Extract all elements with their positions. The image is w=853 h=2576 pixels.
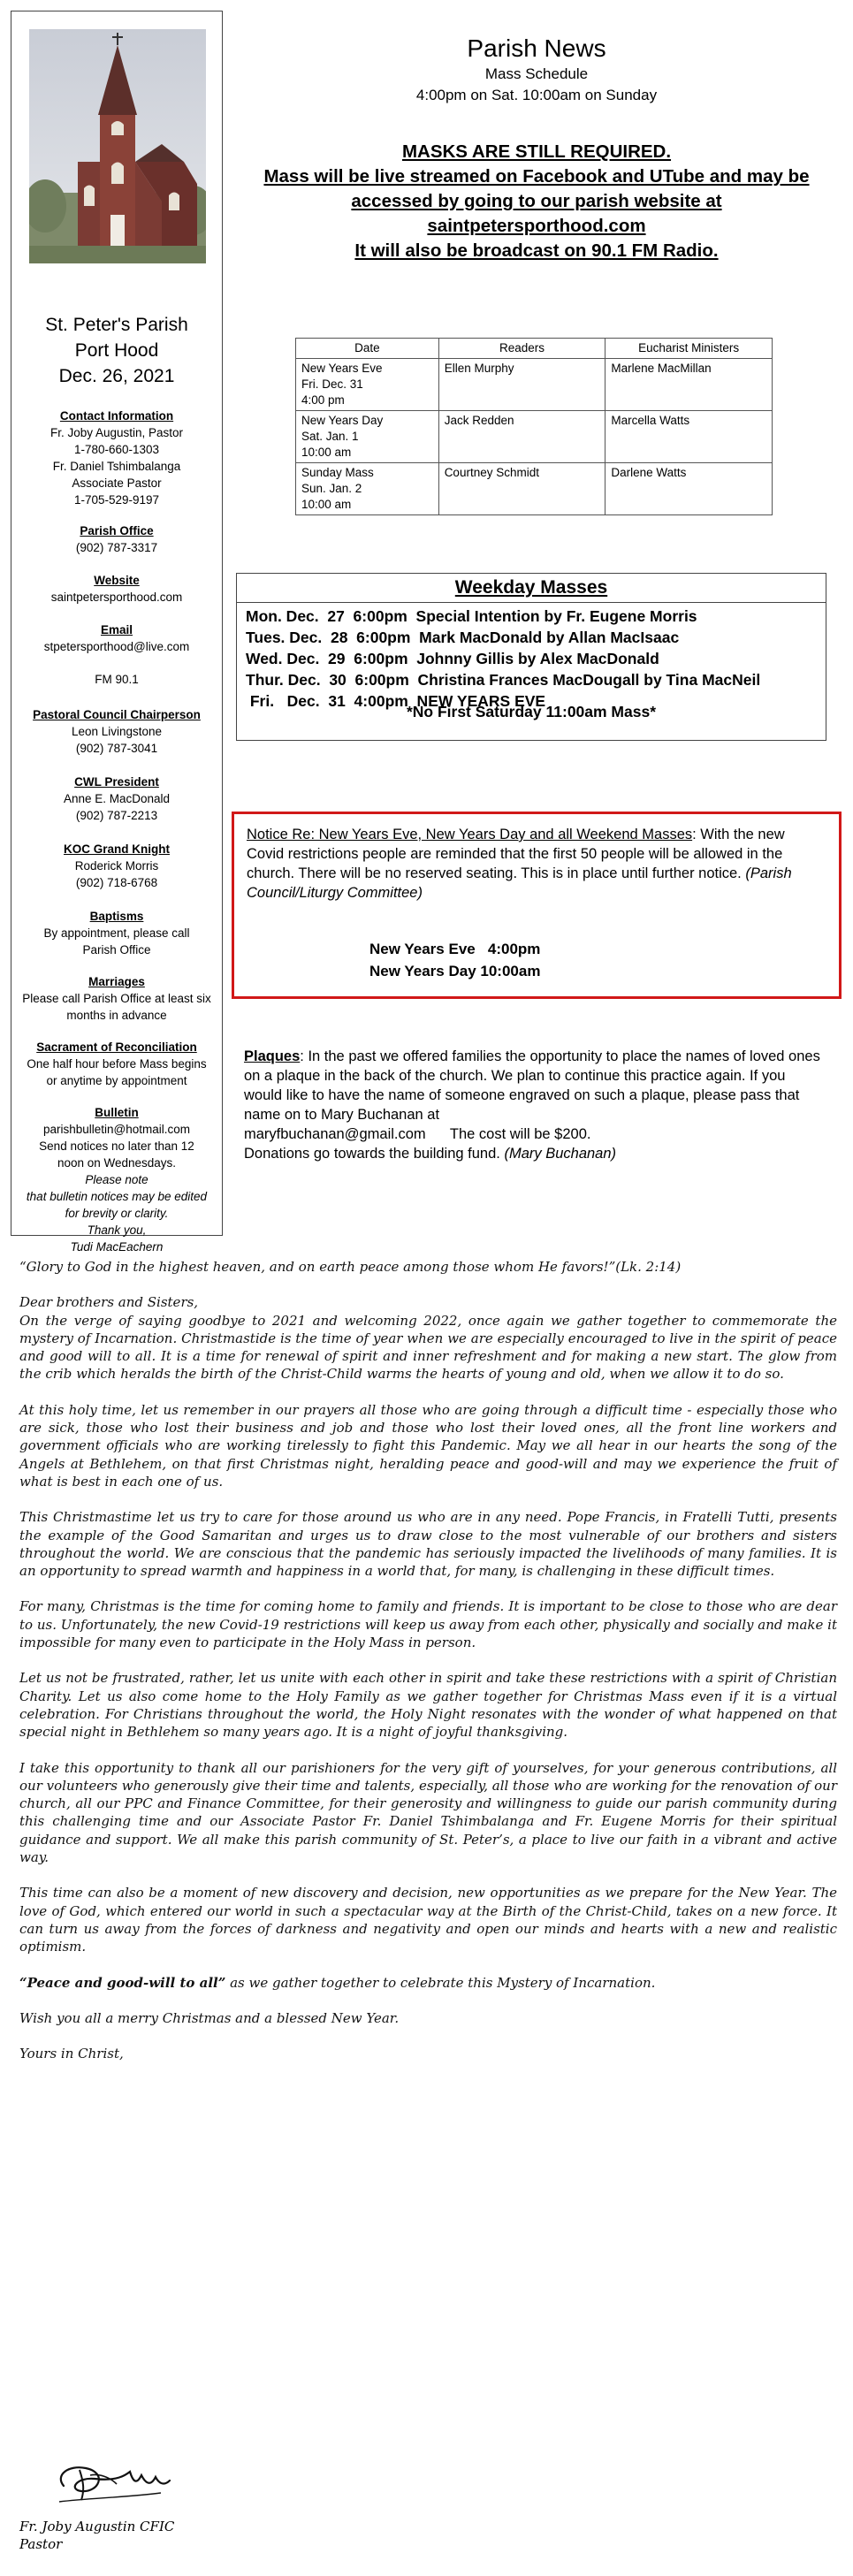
weekday-masses-box: [236, 573, 826, 741]
date-line: 10:00 am: [301, 498, 352, 511]
contact-line: 1-780-660-1303: [73, 443, 160, 456]
letter-paragraph: For many, Christmas is the time for coming home to family and friends. It is important to be close to those who are dear to us. Unfortunately, the new Covid-19 restrictions will keep us away from each other, physically and socially and make it impossible for many even to participate in the Holy Mass in person.: [19, 1598, 837, 1651]
mass-intention-row: Mon. Dec. 27 6:00pm Special Intention by Fr. Eugene Morris: [246, 607, 697, 625]
reconciliation-line: or anytime by appointment: [46, 1074, 187, 1087]
date-cell: [296, 411, 439, 463]
notice-times: [369, 938, 540, 982]
mass-intention-row: Wed. Dec. 29 6:00pm Johnny Gillis by Alex MacDonald: [246, 650, 659, 667]
column-header: Eucharist Ministers: [605, 339, 773, 359]
contact-line: Associate Pastor: [72, 476, 162, 490]
cwl-name: Anne E. MacDonald: [63, 792, 171, 805]
koc-heading: KOC Grand Knight: [64, 842, 170, 856]
header: [232, 34, 842, 106]
table-row: [296, 359, 773, 411]
mass-times: 4:00pm on Sat. 10:00am on Sunday: [415, 87, 658, 103]
letter-wish: Wish you all a merry Christmas and a blessed New Year.: [19, 2009, 400, 2026]
contact-line: Fr. Daniel Tshimbalanga: [52, 460, 181, 473]
ministers-cell: Darlene Watts: [605, 463, 773, 515]
cwl-phone: (902) 787-2213: [75, 809, 158, 822]
bulletin-note: for brevity or clarity.: [65, 1207, 169, 1220]
date-cell: [296, 359, 439, 411]
website-section: [11, 572, 222, 606]
date-line: Fri. Dec. 31: [301, 377, 363, 391]
reconciliation-section: [11, 1039, 222, 1089]
pastor-signature: [46, 2449, 179, 2511]
peace-quote-rest: as we gather together to celebrate this Mystery of Incarnation.: [225, 1974, 656, 1991]
date-line: Sat. Jan. 1: [301, 430, 359, 443]
cwl-heading: CWL President: [74, 775, 159, 789]
date-line: 10:00 am: [301, 446, 352, 459]
council-phone: (902) 787-3041: [75, 742, 158, 755]
notice-time: New Years Eve 4:00pm: [369, 941, 541, 957]
readers-cell: Jack Redden: [438, 411, 605, 463]
reconciliation-heading: Sacrament of Reconciliation: [36, 1040, 197, 1054]
plaques-email-line[interactable]: maryfbuchanan@gmail.com The cost will be $200.: [244, 1126, 591, 1142]
peace-quote: “Peace and good-will to all”: [19, 1974, 226, 1991]
date-line: New Years Eve: [301, 362, 383, 375]
mass-intention-row: Tues. Dec. 28 6:00pm Mark MacDonald by Allan MacIsaac: [246, 629, 680, 646]
weekend-masses-notice: [232, 812, 842, 999]
notice-heading: Notice Re: New Years Eve, New Years Day and all Weekend Masses: [247, 827, 693, 842]
date-line: Sunday Mass: [301, 466, 374, 479]
page-title: Parish News: [467, 34, 606, 62]
livestream-notice: Mass will be live streamed on Facebook and UTube and may be: [263, 166, 810, 187]
pastor-letter: [19, 1258, 837, 2062]
notice-body: With the new Covid restrictions people are reminded that the first 50 people will be allowed in the church. There will be no reserved seating. This is in place until further notice.: [247, 827, 785, 881]
bulletin-date: Dec. 26, 2021: [58, 366, 175, 386]
koc-section: [11, 841, 222, 891]
contact-line: 1-705-529-9197: [73, 493, 160, 507]
mask-notice: MASKS ARE STILL REQUIRED.: [401, 141, 672, 162]
column-header: Readers: [438, 339, 605, 359]
letter-paragraph: This Christmastime let us try to care for those around us who are in any need. Pope Francis, in Fratelli Tutti, presents the example of the Good Samaritan and urges us to draw close to the most vulnerable of our brothers and sisters throughout the world. We are conscious that the pandemic has seriously impacted the livelihoods of many families. It is an opportunity to spread warmth and happiness in a world that, for many, is challenging in these difficult times.: [19, 1509, 837, 1580]
plaques-source: (Mary Buchanan): [504, 1146, 617, 1162]
notice-text: Notice Re: New Years Eve, New Years Day and all Weekend Masses: With the new Covid restrictions people are reminded that the first 50 people will be allowed in the church. There will be no reserved seating. This is in place until further notice. (Parish Council/Liturgy Committee): [247, 827, 792, 901]
bulletin-line: noon on Wednesdays.: [57, 1156, 177, 1170]
contact-heading: Contact Information: [59, 409, 174, 423]
letter-greeting: Dear brothers and Sisters,: [19, 1294, 199, 1311]
weekday-note: *No First Saturday 11:00am Mass*: [406, 703, 657, 720]
baptisms-heading: Baptisms: [89, 910, 144, 923]
parish-name: St. Peter's Parish: [45, 315, 188, 335]
plaques-body: In the past we offered families the opportunity to place the names of loved ones on a plaque in the back of the church. We plan to continue this practice again. If you would like to have the name of someone engraved on such a plaque, please pass that name on to Mary Buchanan at: [244, 1048, 820, 1123]
signature-block: [19, 2518, 174, 2554]
koc-phone: (902) 718-6768: [75, 876, 158, 889]
letter-paragraph: On the verge of saying goodbye to 2021 and welcoming 2022, once again we gather together to commemorate the mystery of Incarnation. Christmastide is the time of year when we are especially encouraged to live in the spirit of peace and good will to all. It is a time for renewal of spirit and inner refreshment and for making a new start. The glow from the crib which heralds the birth of the Christ-Child warms the hearts of young and old, when we allow it to do so.: [19, 1312, 837, 1383]
office-phone: (902) 787-3317: [75, 541, 158, 554]
bulletin-note: Thank you,: [87, 1223, 147, 1237]
sidebar: [11, 11, 223, 1254]
bulletin-note: Tudi MacEachern: [70, 1240, 164, 1254]
email-section: [11, 621, 222, 655]
readers-cell: Ellen Murphy: [438, 359, 605, 411]
letter-paragraph: Let us not be frustrated, rather, let us unite with each other in spirit and take these restrictions with a spirit of Christian Charity. Let us also come home to the Holy Family as we gather together for Christmas Mass even if it is a virtual celebration. For Christians throughout the world, the Holy Night resonates with the wonder of what happened on that special night in Bethlehem so many years ago. It is a night of joyful thanksgiving.: [19, 1670, 837, 1741]
weekday-masses-list: [246, 606, 760, 712]
radio-notice: It will also be broadcast on 90.1 FM Radio.: [354, 240, 719, 261]
mass-intention-row: Fri. Dec. 31 4:00pm NEW YEARS EVE: [246, 692, 546, 710]
column-header: Date: [296, 339, 439, 359]
livestream-notice: accessed by going to our parish website at: [351, 191, 722, 211]
notice-source: (Parish Council/Liturgy Committee): [247, 865, 792, 901]
bulletin-section: [11, 1104, 222, 1255]
letter-closing: Yours in Christ,: [19, 2046, 124, 2062]
bulletin-line: Send notices no later than 12: [39, 1139, 194, 1153]
council-section: [11, 706, 222, 757]
council-name: Leon Livingstone: [71, 725, 163, 738]
contact-section: [11, 408, 222, 508]
bulletin-heading: Bulletin: [95, 1106, 139, 1119]
radio-frequency: FM 90.1: [95, 673, 139, 686]
pastor-name: Fr. Joby Augustin CFIC: [19, 2519, 175, 2534]
table-row: [296, 411, 773, 463]
mass-intention-row: Thur. Dec. 30 6:00pm Christina Frances MacDougall by Tina MacNeil: [246, 671, 761, 689]
bulletin-note: that bulletin notices may be edited: [26, 1190, 208, 1203]
reconciliation-line: One half hour before Mass begins: [27, 1057, 207, 1071]
ministers-cell: Marcella Watts: [605, 411, 773, 463]
website-heading: Website: [94, 574, 140, 587]
marriages-line: months in advance: [66, 1009, 167, 1022]
marriages-line: Please call Parish Office at least six: [22, 992, 211, 1005]
letter-paragraph: [19, 1974, 837, 1992]
email-link[interactable]: stpetersporthood@live.com: [43, 640, 190, 653]
baptisms-line: By appointment, please call: [43, 926, 190, 940]
notice-time: New Years Day 10:00am: [369, 963, 541, 979]
bulletin-note: Please note: [85, 1173, 149, 1186]
announcements: [232, 140, 842, 263]
plaques-closing: Donations go towards the building fund.: [244, 1146, 500, 1162]
baptisms-section: [11, 908, 222, 958]
marriages-section: [11, 973, 222, 1024]
ministers-cell: Marlene MacMillan: [605, 359, 773, 411]
table-header-row: [296, 339, 773, 359]
letter-paragraph: This time can also be a moment of new discovery and decision, new opportunities as we prepare for the New Year. The love of God, which entered our world in such a spectacular way at the Birth of the Christ-Child, takes on a new force. It can turn us away from the forces of darkness and negativity and open our minds and hearts with a new and realistic optimism.: [19, 1885, 837, 1955]
scripture-quote: “Glory to God in the highest heaven, and on earth peace among those whom He favors!”(Lk. 2:14): [19, 1259, 682, 1275]
letter-paragraph: At this holy time, let us remember in our prayers all those who are going through a difficult time - especially those who are sick, those who lost their business and job and those who lost their loved ones, all the front line workers and government officials who are working tirelessly to fight this Pandemic. May we all hear in our hearts the song of the Angels at Bethlehem, on that first Christmas night, heralding peace and good-will and may we experience the fruit of what is best in each one of us.: [19, 1401, 837, 1490]
letter-paragraph: I take this opportunity to thank all our parishioners for the very gift of yourselves, for your generous contributions, all our volunteers who generously give their time and talents, especially, all those who are working for the renovation of our church, all our PPC and Finance Committee, for their generosity and willingness to guide our parish community during this challenging time and our Associate Pastor Fr. Daniel Tshimbalanga and Fr. Eugene Morris for their spiritual guidance and support. We all make this parish community of St. Peter’s, a place to live our faith in a vibrant and active way.: [19, 1759, 837, 1866]
parish-town: Port Hood: [74, 340, 159, 361]
council-heading: Pastoral Council Chairperson: [33, 708, 201, 721]
cwl-section: [11, 774, 222, 824]
marriages-heading: Marriages: [88, 975, 145, 988]
baptisms-line: Parish Office: [82, 943, 151, 956]
date-line: 4:00 pm: [301, 393, 345, 407]
koc-name: Roderick Morris: [74, 859, 159, 873]
weekday-masses-title: Weekday Masses: [237, 574, 826, 603]
office-heading: Parish Office: [80, 524, 154, 537]
plaques-heading: Plaques: [244, 1048, 301, 1064]
date-line: New Years Day: [301, 414, 384, 427]
table-row: [296, 463, 773, 515]
office-section: [11, 522, 222, 556]
plaques-notice: Plaques: In the past we offered families the opportunity to place the names of loved ones on a plaque in the back of the church. We plan to continue this practice again. If you would like to have the name of someone engraved on such a plaque, please pass that name on to Mary Buchanan at maryfbuchanan@gmail.com The cost will be $200. Donations go towards the building fund. (Mary Buchanan): [244, 1048, 820, 1162]
ministry-schedule-table: [295, 338, 773, 515]
contact-line: Fr. Joby Augustin, Pastor: [50, 426, 184, 439]
date-line: Sun. Jan. 2: [301, 482, 362, 495]
mass-schedule-label: Mass Schedule: [484, 65, 589, 82]
email-heading: Email: [100, 623, 133, 636]
date-cell: [296, 463, 439, 515]
website-link[interactable]: saintpetersporthood.com: [50, 591, 183, 604]
website-notice-link[interactable]: saintpetersporthood.com: [427, 216, 646, 236]
readers-cell: Courtney Schmidt: [438, 463, 605, 515]
bulletin-email[interactable]: parishbulletin@hotmail.com: [42, 1123, 191, 1136]
church-photo: [29, 29, 206, 263]
pastor-title: Pastor: [19, 2536, 63, 2553]
